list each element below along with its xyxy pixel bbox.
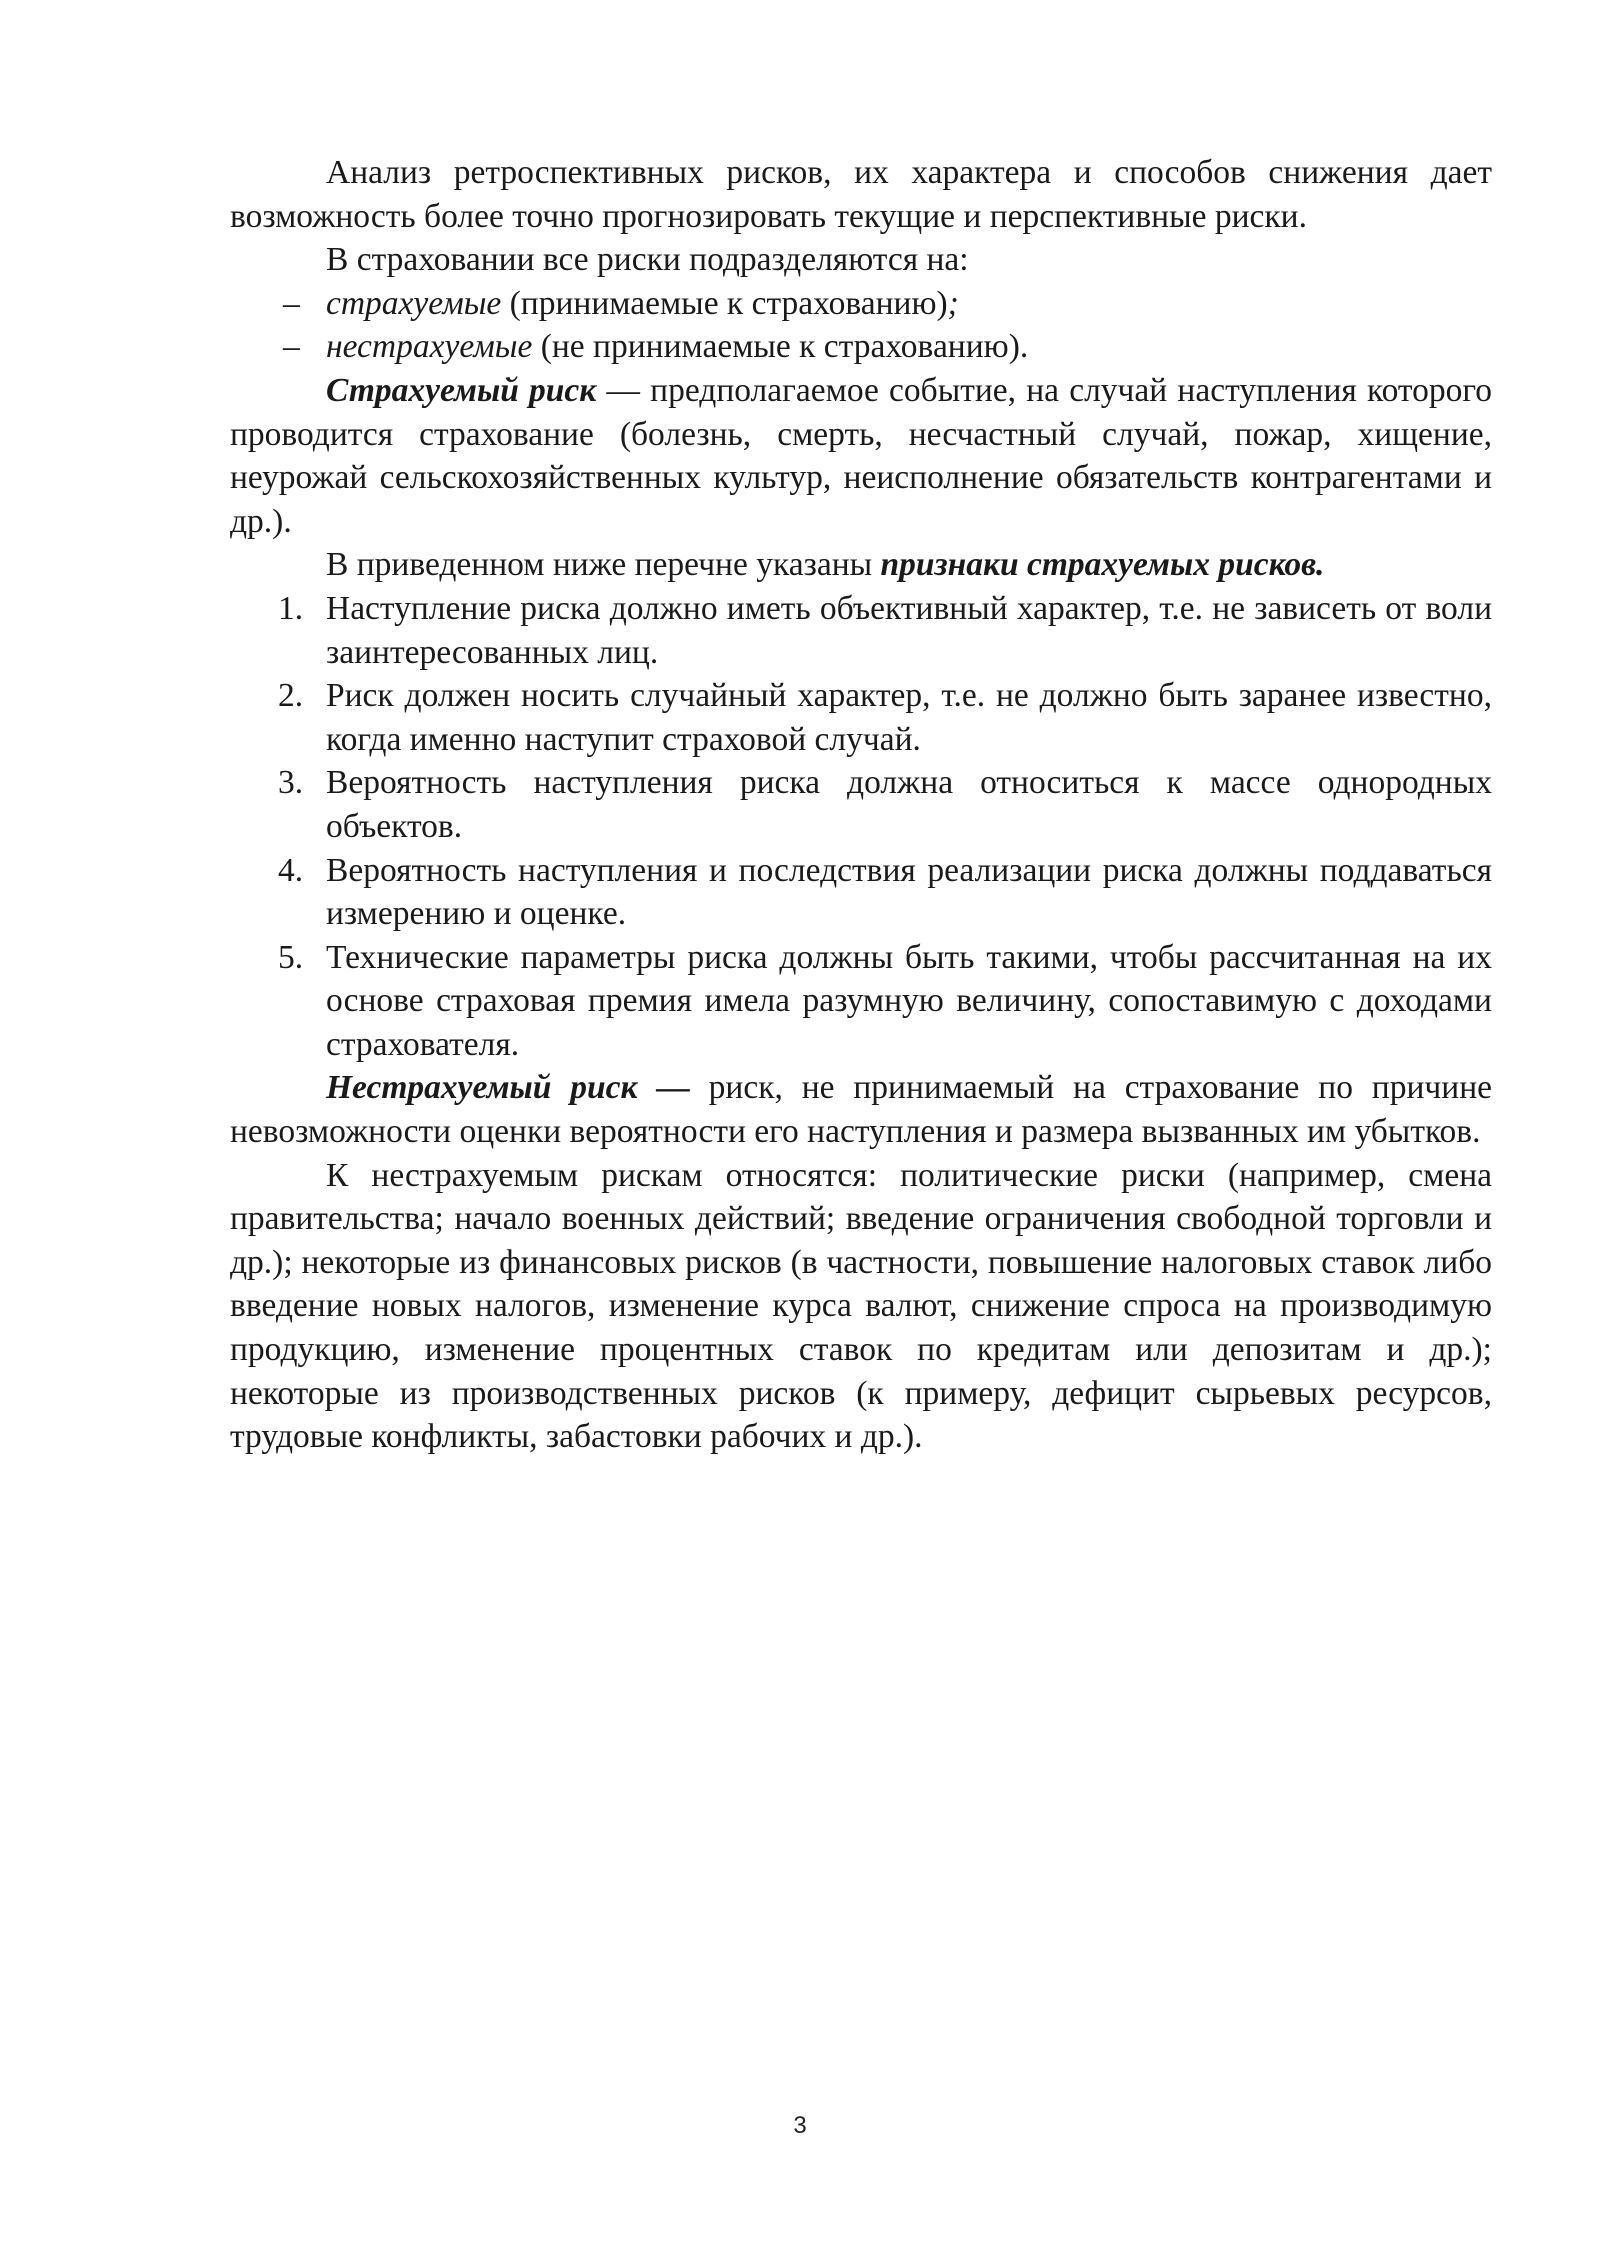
list-item-uninsured-risks bbox=[230, 325, 1492, 369]
dash-marker: – bbox=[283, 284, 300, 322]
page-number: 3 bbox=[793, 2112, 807, 2139]
sign-text: Риск должен носить случайный характер, т.е. не должно быть заранее известно, когда именно наступит страховой случай. bbox=[326, 677, 1492, 758]
term-insured: страхуемые bbox=[326, 284, 502, 322]
list-item-insured-risks bbox=[230, 282, 1492, 326]
paragraph-signs-intro bbox=[230, 543, 1492, 587]
page-body bbox=[230, 151, 1492, 1459]
paragraph-retrospective-risks: Анализ ретроспективных рисков, их характера и способов снижения дает возможность более точно прогнозировать текущие и перспективные риски. bbox=[230, 154, 1492, 235]
dash-marker: – bbox=[283, 328, 300, 366]
sign-text: Вероятность наступления и последствия реализации риска должны поддаваться измерению и оценке. bbox=[326, 851, 1492, 933]
sign-text: Технические параметры риска должны быть такими, чтобы рассчитанная на их основе страховая премия имела разумную величину, сопоставимую с доходами страхователя. bbox=[326, 938, 1492, 1063]
sign-text: Вероятность наступления риска должна относиться к массе однородных объектов. bbox=[326, 764, 1492, 845]
paragraph-uninsured-risk-definition bbox=[230, 1066, 1492, 1153]
list-item-sign-1 bbox=[230, 587, 1492, 674]
list-item-sign-5 bbox=[230, 936, 1492, 1067]
term-uninsured-description: (не принимаемые к страхованию). bbox=[532, 328, 1029, 366]
signs-intro-emphasis: признаки страхуемых рисков. bbox=[880, 546, 1325, 584]
definition-term-insured: Страхуемый риск bbox=[326, 371, 597, 409]
term-uninsured: нестрахуемые bbox=[326, 328, 533, 366]
paragraph-uninsured-risk-examples: К нестрахуемым рискам относятся: политические риски (например, смена правительства; начало военных действий; введение ограничения свободной торговли и др.); некоторые из финансовых рисков (в частности, повышение налоговых ставок либо введение новых налогов, изменение курса валют, снижение спроса на производимую продукцию, изменение процентных ставок по кредитам или депозитам и др.); некоторые из производственных рисков (к примеру, дефицит сырьевых ресурсов, трудовые конфликты, забастовки рабочих и др.). bbox=[230, 1156, 1492, 1456]
definition-text-insured: — предполагаемое событие, на случай наступления которого проводится страхование (болезнь, смерть, несчастный случай, пожар, хищение, неурожай сельскохозяйственных культур, неисполнение обязательств контрагентами и др.). bbox=[230, 371, 1492, 540]
definition-text-uninsured: риск, не принимаемый на страхование по причине невозможности оценки вероятности его наступления и размера вызванных им убытков. bbox=[230, 1069, 1492, 1151]
list-item-sign-2 bbox=[230, 674, 1492, 761]
definition-term-uninsured: Нестрахуемый риск — bbox=[326, 1069, 690, 1107]
list-number: 3. bbox=[278, 764, 304, 802]
list-punctuation: ; bbox=[947, 284, 959, 322]
signs-intro-text: В приведенном ниже перечне указаны bbox=[326, 546, 881, 584]
list-item-sign-4 bbox=[230, 849, 1492, 936]
paragraph-insured-risk-definition bbox=[230, 369, 1492, 543]
list-item-sign-3 bbox=[230, 761, 1492, 848]
list-number: 5. bbox=[278, 938, 304, 976]
term-insured-description: (принимаемые к страхованию) bbox=[501, 284, 948, 322]
list-number: 1. bbox=[278, 589, 304, 627]
sign-text: Наступление риска должно иметь объективный характер, т.е. не зависеть от воли заинтересованных лиц. bbox=[326, 589, 1492, 671]
list-number: 2. bbox=[278, 677, 304, 715]
paragraph-risk-division: В страховании все риски подразделяются на: bbox=[326, 241, 969, 279]
list-number: 4. bbox=[278, 851, 304, 889]
